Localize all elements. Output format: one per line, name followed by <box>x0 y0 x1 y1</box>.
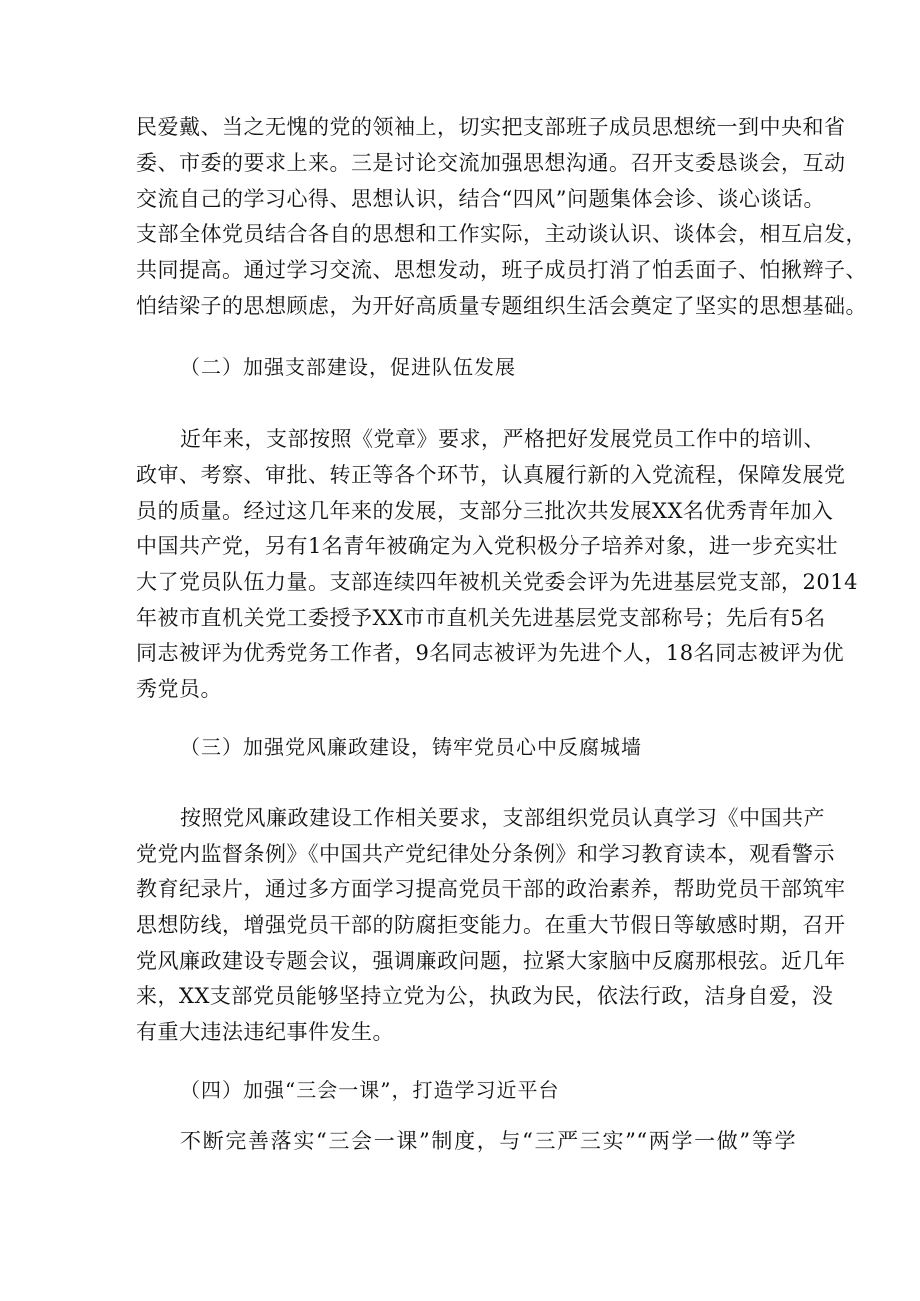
section-heading-3: （三）加强党风廉政建设，铸牢党员心中反腐城墙 <box>180 735 642 759</box>
paragraph-3-line: 按照党风廉政建设工作相关要求，支部组织党员认真学习《中国共产 <box>180 806 825 830</box>
paragraph-3-line: 思想防线，增强党员干部的防腐拒变能力。在重大节假日等敏感时期，召开 <box>136 913 846 937</box>
paragraph-3-line: 党党内监督条例》《中国共产党纪律处分条例》和学习教育读本，观看警示 <box>136 842 835 866</box>
paragraph-3-line: 教育纪录片，通过多方面学习提高党员干部的政治素养，帮助党员干部筑牢 <box>136 877 846 901</box>
paragraph-2-line: 年被市直机关党工委授予XX市市直机关先进基层党支部称号；先后有5名 <box>136 606 826 630</box>
paragraph-4-line: 不断完善落实“三会一课”制度，与“三严三实”“两学一做”等学 <box>180 1129 796 1153</box>
paragraph-1-line: 交流自己的学习心得、思想认识，结合“四风”问题集体会诊、谈心谈话。 <box>136 187 825 211</box>
paragraph-3-line: 有重大违法违纪事件发生。 <box>136 1020 394 1044</box>
paragraph-2-line: 近年来，支部按照《党章》要求，严格把好发展党员工作中的培训、 <box>180 427 825 451</box>
paragraph-2-line: 大了党员队伍力量。支部连续四年被机关党委会评为先进基层党支部，2014 <box>136 570 858 594</box>
paragraph-2-line: 同志被评为优秀党务工作者，9名同志被评为先进个人，18名同志被评为优 <box>136 641 845 665</box>
section-heading-2: （二）加强支部建设，促进队伍发展 <box>180 355 516 379</box>
section-heading-4: （四）加强“三会一课”，打造学习近平台 <box>180 1078 560 1102</box>
paragraph-3-line: 党风廉政建设专题会议，强调廉政问题，拉紧大家脑中反腐那根弦。近几年 <box>136 949 846 973</box>
paragraph-2-line: 秀党员。 <box>136 677 222 701</box>
paragraph-3-line: 来，XX支部党员能够坚持立党为公，执政为民，依法行政，洁身自爱，没 <box>136 984 834 1008</box>
paragraph-1-line: 怕结梁子的思想顾虑，为开好高质量专题组织生活会奠定了坚实的思想基础。 <box>136 294 867 318</box>
paragraph-2-line: 政审、考察、审批、转正等各个环节，认真履行新的入党流程，保障发展党 <box>136 463 846 487</box>
paragraph-2-line: 中国共产党，另有1名青年被确定为入党积极分子培养对象，进一步充实壮 <box>136 534 838 558</box>
paragraph-1-line: 民爱戴、当之无愧的党的领袖上，切实把支部班子成员思想统一到中央和省 <box>136 115 846 139</box>
paragraph-1-line: 支部全体党员结合各自的思想和工作实际，主动谈认识、谈体会，相互启发， <box>136 222 867 246</box>
paragraph-1-line: 共同提高。通过学习交流、思想发动，班子成员打消了怕丢面子、怕揪辫子、 <box>136 258 867 282</box>
paragraph-1-line: 委、市委的要求上来。三是讨论交流加强思想沟通。召开支委恳谈会，互动 <box>136 151 846 175</box>
paragraph-2-line: 员的质量。经过这几年来的发展，支部分三批次共发展XX名优秀青年加入 <box>136 499 834 523</box>
